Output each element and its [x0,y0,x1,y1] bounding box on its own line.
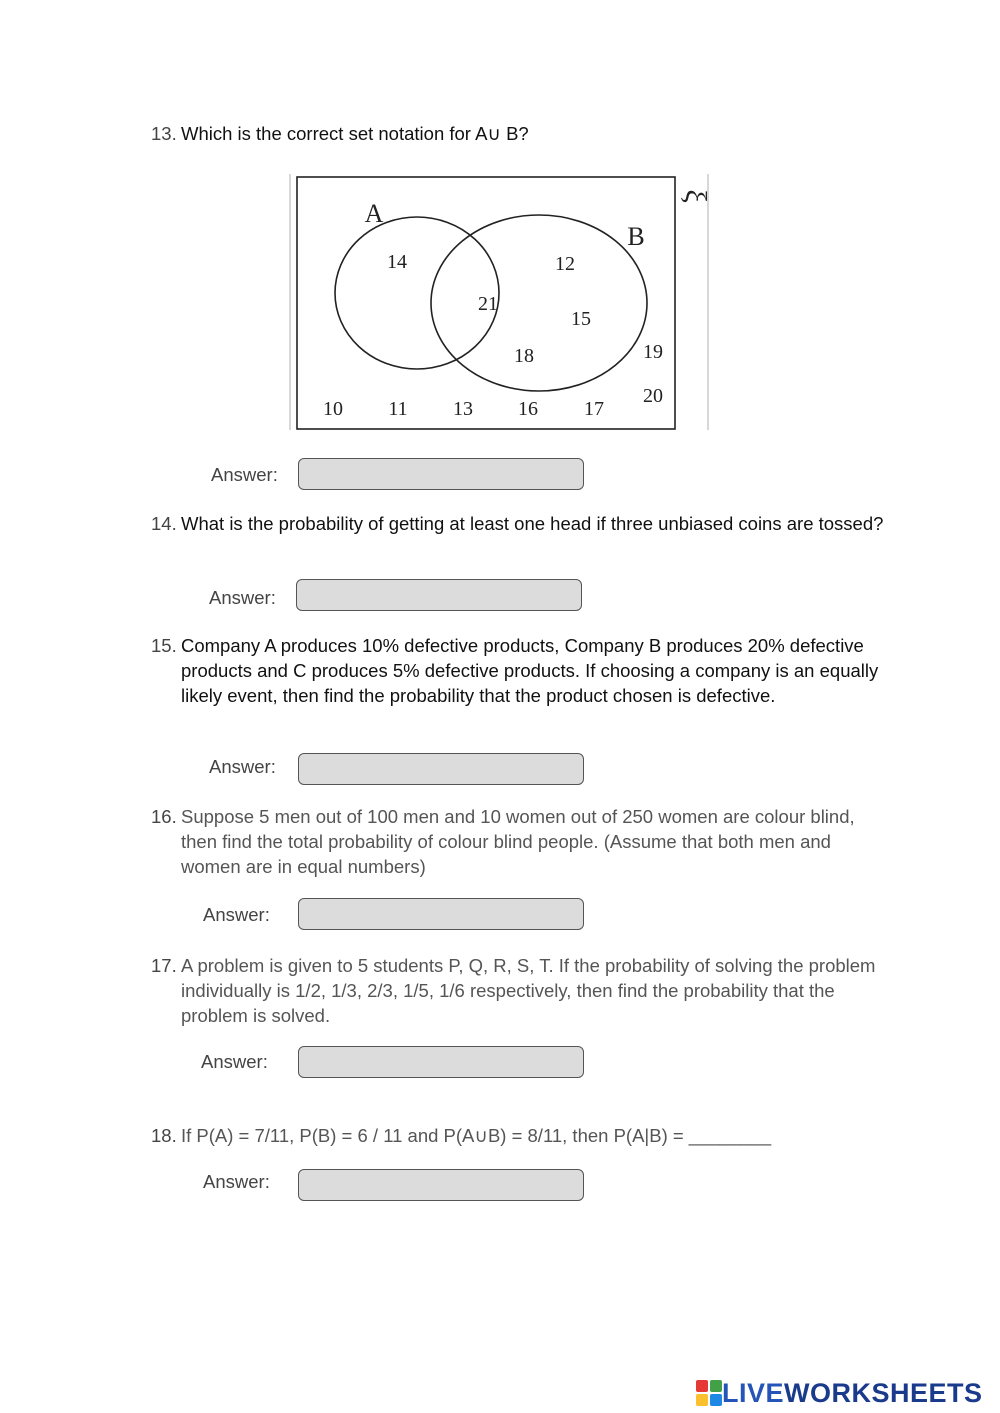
venn-number-outside: 13 [453,398,473,420]
question-number: 17. [151,955,177,976]
venn-number-outside: 11 [388,398,408,420]
question-18 [151,1123,891,1148]
circle-b [431,215,647,391]
question-number: 16. [151,806,177,827]
question-number: 15. [151,635,177,656]
liveworksheets-logo-icon [696,1380,722,1406]
question-text: Suppose 5 men out of 100 men and 10 women out of 250 women are colour blind, then find the total probability of colour blind people. (Assume that both men and women are in equal numbers) [181,806,855,877]
logo-wordmark [722,1378,983,1409]
venn-number-only-b: 18 [514,345,534,367]
label-b: B [627,222,645,251]
universal-symbol: ξ [679,189,712,203]
question-number: 18. [151,1125,177,1146]
question-text: A problem is given to 5 students P, Q, R, S, T. If the probability of solving the problem individually is 1/2, 1/3, 2/3, 1/5, 1/6 respectively, then find the probability that the problem is solved. [181,955,876,1026]
answer-label: Answer: [201,1051,268,1072]
answer-label: Answer: [209,587,276,608]
question-text: What is the probability of getting at least one head if three unbiased coins are tossed? [181,513,884,534]
answer-input-18[interactable] [298,1169,584,1201]
question-text: Company A produces 10% defective products, Company B produces 20% defective products and C produces 5% defective products. If choosing a company is an equally likely event, then find the probability that the product chosen is defective. [181,635,879,706]
venn-diagram [286,172,712,434]
question-14 [151,511,891,536]
question-13 [151,121,891,146]
question-15 [151,633,891,708]
answer-label: Answer: [203,1171,270,1192]
venn-number-outside: 17 [584,398,604,420]
answer-input-15[interactable] [298,753,584,785]
liveworksheets-logo [696,1376,983,1410]
question-text: If P(A) = 7/11, P(B) = 6 / 11 and P(A∪B) = 8/11, then P(A|B) = ________ [181,1125,772,1146]
answer-input-13[interactable] [298,458,584,490]
venn-number-outside: 20 [643,385,663,407]
answer-label: Answer: [203,904,270,925]
question-text: Which is the correct set notation for A∪ B? [181,123,529,144]
logo-worksheets: WORKSHEETS [784,1377,983,1408]
logo-live: LIVE [722,1377,785,1408]
venn-number-intersection: 21 [478,293,498,315]
question-number: 14. [151,513,177,534]
question-16 [151,804,891,879]
question-number: 13. [151,123,177,144]
circle-a [335,217,499,369]
answer-input-17[interactable] [298,1046,584,1078]
answer-label: Answer: [209,756,276,777]
answer-input-14[interactable] [296,579,582,611]
venn-number-outside: 10 [323,398,343,420]
venn-number-only-b: 12 [555,253,575,275]
answer-label: Answer: [211,464,278,485]
venn-number-only-a: 14 [387,251,407,273]
question-17 [151,953,891,1028]
venn-number-outside: 19 [643,341,663,363]
label-a: A [364,199,384,228]
venn-number-only-b: 15 [571,308,591,330]
venn-number-outside: 16 [518,398,538,420]
answer-input-16[interactable] [298,898,584,930]
